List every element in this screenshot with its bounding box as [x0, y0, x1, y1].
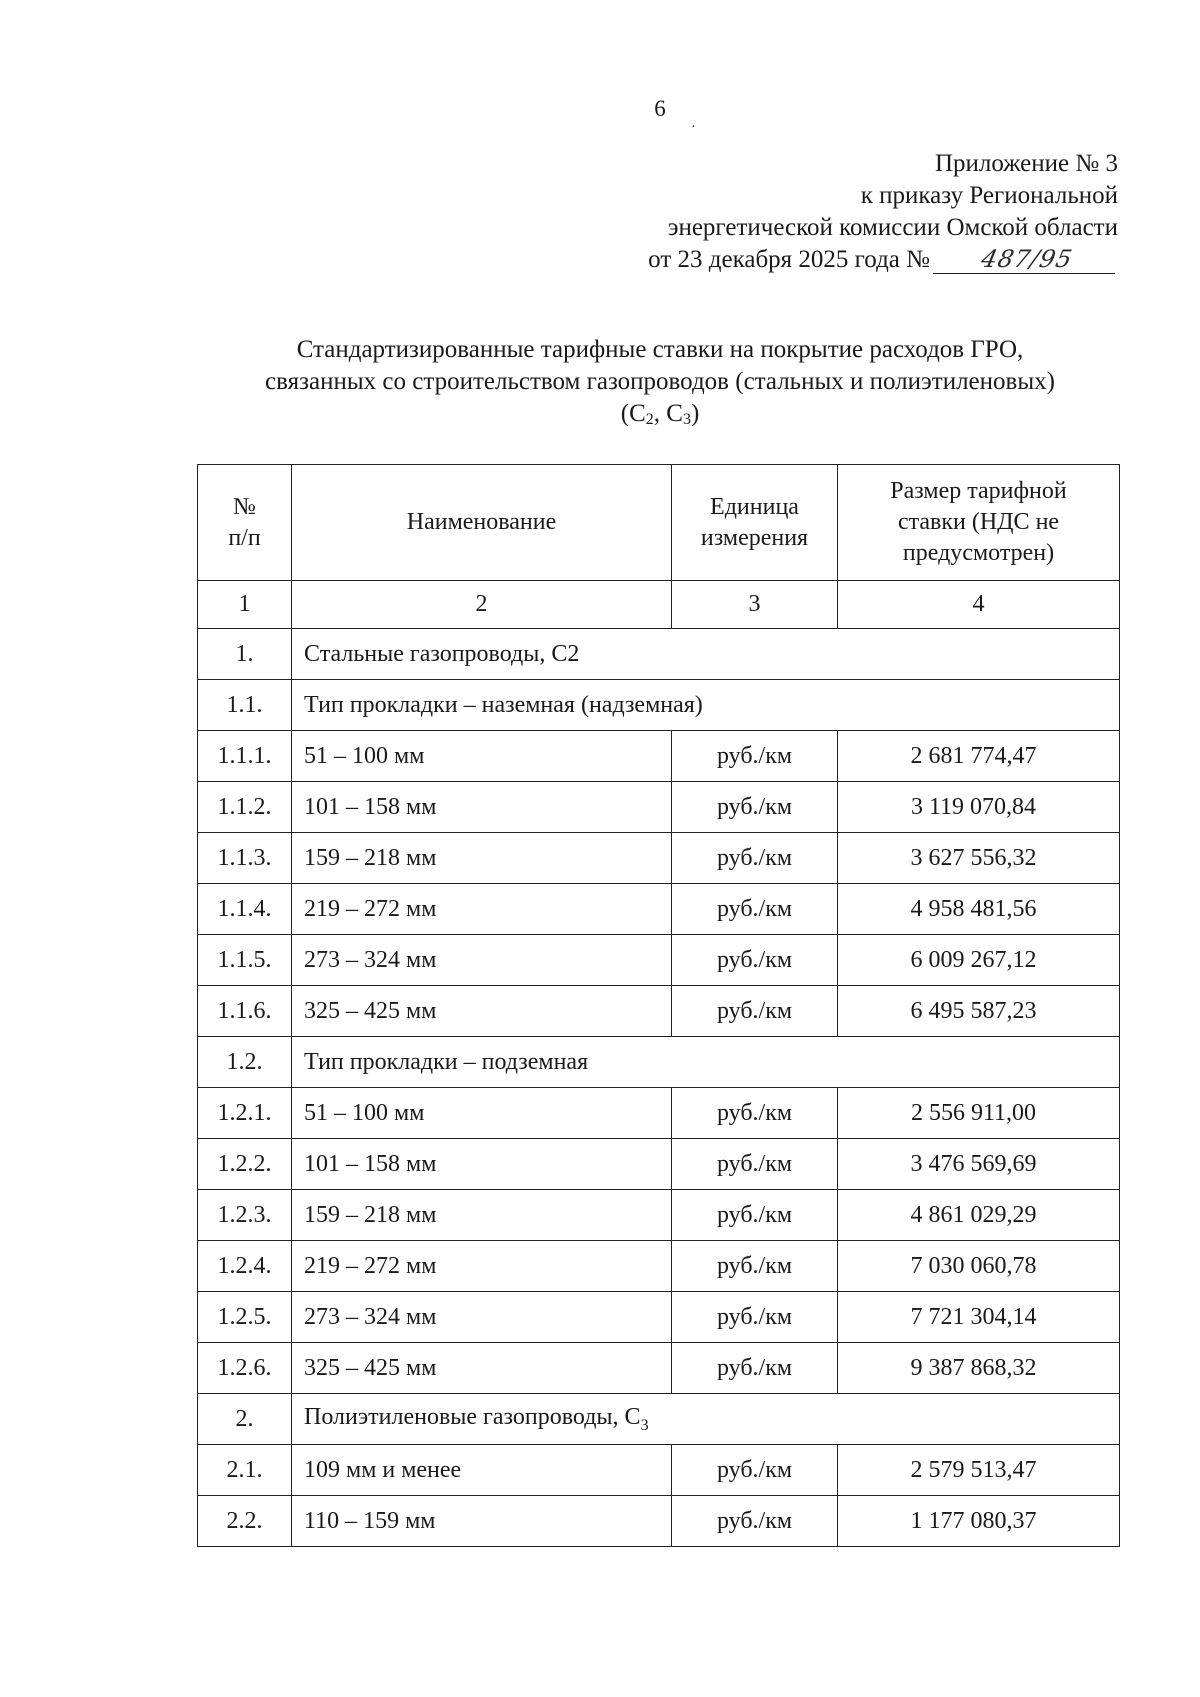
table-row	[198, 731, 1120, 782]
title-line-1: Стандартизированные тарифные ставки на покрытие расходов ГРО,	[296, 336, 1024, 363]
row-num: 1.2.5.	[198, 1292, 292, 1343]
row-name: 51 – 100 мм	[292, 1088, 672, 1139]
row-num: 2.2.	[198, 1496, 292, 1547]
table-row	[198, 782, 1120, 833]
row-num: 1.1.1.	[198, 731, 292, 782]
row-num: 1.1.2.	[198, 782, 292, 833]
table-row	[198, 884, 1120, 935]
table-row	[198, 1190, 1120, 1241]
column-number: 4	[838, 581, 1120, 629]
appendix-line-1: Приложение № 3	[934, 150, 1118, 177]
row-unit: руб./км	[672, 1496, 838, 1547]
row-value: 7 721 304,14	[838, 1292, 1120, 1343]
row-num: 1.1.5.	[198, 935, 292, 986]
row-name: 101 – 158 мм	[292, 782, 672, 833]
table-row	[198, 986, 1120, 1037]
appendix-order-date: от 23 декабря 2025 года №	[648, 246, 930, 273]
row-name: 273 – 324 мм	[292, 935, 672, 986]
header-num-line-1: №	[233, 493, 256, 520]
row-value: 6 009 267,12	[838, 935, 1120, 986]
row-value: 7 030 060,78	[838, 1241, 1120, 1292]
title-c3-sub: 3	[682, 411, 691, 428]
tariff-rates-table	[197, 464, 1120, 1547]
appendix-header	[558, 148, 1118, 276]
title-c2-sub: 2	[645, 411, 654, 428]
table-section-row	[198, 1037, 1120, 1088]
row-name: Стальные газопроводы, С2	[292, 629, 1120, 680]
row-name: 219 – 272 мм	[292, 1241, 672, 1292]
row-value: 3 476 569,69	[838, 1139, 1120, 1190]
row-num: 1.1.3.	[198, 833, 292, 884]
row-name: 110 – 159 мм	[292, 1496, 672, 1547]
title-line-3: ($С_2$, $С_3$)	[620, 400, 700, 428]
row-name-cell	[292, 1394, 1120, 1445]
row-name: 51 – 100 мм	[292, 731, 672, 782]
row-unit: руб./км	[672, 782, 838, 833]
row-unit: руб./км	[672, 1139, 838, 1190]
table-row	[198, 1088, 1120, 1139]
row-unit: руб./км	[672, 935, 838, 986]
row-num: 1.2.6.	[198, 1343, 292, 1394]
row-unit: руб./км	[672, 1343, 838, 1394]
row-name: 109 мм и менее	[292, 1445, 672, 1496]
handwritten-order-number: 487/95	[933, 245, 1121, 274]
row-num: 1.2.	[198, 1037, 292, 1088]
header-unit	[672, 465, 838, 581]
row-name: 219 – 272 мм	[292, 884, 672, 935]
row-value: 2 579 513,47	[838, 1445, 1120, 1496]
table-row	[198, 833, 1120, 884]
row-value: 4 958 481,56	[838, 884, 1120, 935]
table-section-row	[198, 1394, 1120, 1445]
row-value: 3 119 070,84	[838, 782, 1120, 833]
row-name: Полиэтиленовые газопроводы, С	[304, 1403, 641, 1430]
header-rate	[838, 465, 1120, 581]
row-value: 9 387 868,32	[838, 1343, 1120, 1394]
row-unit: руб./км	[672, 1088, 838, 1139]
table-section-row	[198, 680, 1120, 731]
row-num: 1.	[198, 629, 292, 680]
table-row	[198, 1343, 1120, 1394]
header-unit-line-2: измерения	[700, 524, 809, 551]
table-row	[198, 1496, 1120, 1547]
row-value: 1 177 080,37	[838, 1496, 1120, 1547]
row-num: 2.	[198, 1394, 292, 1445]
row-unit: руб./км	[672, 1190, 838, 1241]
page-number: 6	[654, 96, 666, 121]
table-row	[198, 1292, 1120, 1343]
row-num: 1.1.	[198, 680, 292, 731]
title-c3-letter: С	[666, 400, 683, 427]
scan-dot: ·	[691, 120, 696, 135]
row-value: 3 627 556,32	[838, 833, 1120, 884]
row-value: 4 861 029,29	[838, 1190, 1120, 1241]
row-num: 1.2.1.	[198, 1088, 292, 1139]
header-rate-line-1: Размер тарифной	[890, 478, 1067, 504]
table-row	[198, 1445, 1120, 1496]
row-unit: руб./км	[672, 1445, 838, 1496]
row-unit: руб./км	[672, 1292, 838, 1343]
title-c2-letter: С	[629, 400, 646, 427]
row-name-subscript: 3	[640, 1416, 649, 1434]
row-name: 325 – 425 мм	[292, 986, 672, 1037]
row-unit: руб./км	[672, 731, 838, 782]
header-unit-line-1: Единица	[710, 493, 799, 520]
header-rate-line-3: предусмотрен)	[902, 540, 1055, 566]
table-header-row	[198, 465, 1120, 581]
row-num: 1.2.3.	[198, 1190, 292, 1241]
document-title	[200, 334, 1120, 436]
row-num: 1.1.6.	[198, 986, 292, 1037]
row-num: 2.1.	[198, 1445, 292, 1496]
title-separator: ,	[653, 400, 667, 427]
row-value: 6 495 587,23	[838, 986, 1120, 1037]
header-name: Наименование	[292, 465, 672, 581]
row-name: 325 – 425 мм	[292, 1343, 672, 1394]
header-num	[198, 465, 292, 581]
row-num: 1.1.4.	[198, 884, 292, 935]
row-name: Тип прокладки – подземная	[292, 1037, 1120, 1088]
row-name: 273 – 324 мм	[292, 1292, 672, 1343]
row-unit: руб./км	[672, 884, 838, 935]
header-rate-line-2: ставки (НДС не	[897, 509, 1060, 535]
row-unit: руб./км	[672, 1241, 838, 1292]
row-num: 1.2.2.	[198, 1139, 292, 1190]
row-num: 1.2.4.	[198, 1241, 292, 1292]
column-number: 1	[198, 581, 292, 629]
row-value: 2 556 911,00	[838, 1088, 1120, 1139]
row-value: 2 681 774,47	[838, 731, 1120, 782]
title-line-2: связанных со строительством газопроводов (стальных и полиэтиленовых)	[265, 368, 1055, 395]
column-number: 2	[292, 581, 672, 629]
column-number: 3	[672, 581, 838, 629]
table-row	[198, 1241, 1120, 1292]
row-name: 159 – 218 мм	[292, 1190, 672, 1241]
row-name: Тип прокладки – наземная (надземная)	[292, 680, 1120, 731]
table-row	[198, 1139, 1120, 1190]
row-name: 101 – 158 мм	[292, 1139, 672, 1190]
table-section-row	[198, 629, 1120, 680]
header-num-line-2: п/п	[228, 524, 261, 551]
appendix-order-line	[558, 244, 1118, 276]
row-unit: руб./км	[672, 986, 838, 1037]
table-row	[198, 935, 1120, 986]
row-name: 159 – 218 мм	[292, 833, 672, 884]
appendix-line-3: энергетической комиссии Омской области	[667, 214, 1118, 241]
row-unit: руб./км	[672, 833, 838, 884]
column-number-row	[198, 581, 1120, 629]
appendix-line-2: к приказу Региональной	[860, 182, 1118, 209]
